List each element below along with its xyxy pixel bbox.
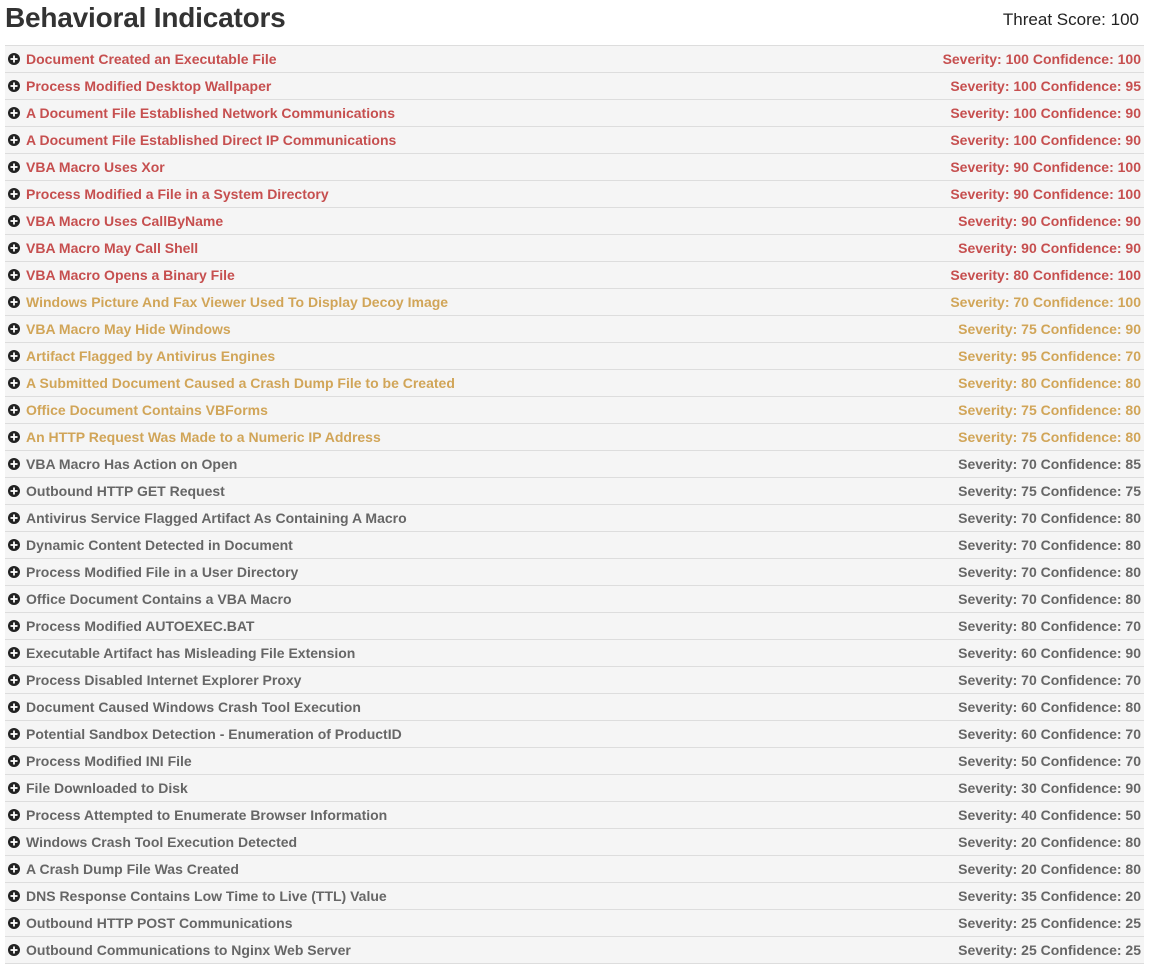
- severity-value: 70: [1021, 591, 1037, 607]
- severity-label: Severity:: [958, 753, 1022, 769]
- confidence-label: Confidence:: [1036, 753, 1126, 769]
- confidence-value: 100: [1117, 294, 1141, 310]
- indicator-title[interactable]: VBA Macro Uses Xor: [26, 159, 165, 175]
- severity-value: 90: [1021, 213, 1037, 229]
- indicator-scores: [958, 672, 1141, 688]
- confidence-value: 90: [1125, 132, 1141, 148]
- page-header: [0, 0, 1150, 44]
- severity-value: 75: [1021, 429, 1037, 445]
- severity-value: 70: [1021, 456, 1037, 472]
- severity-label: Severity:: [950, 132, 1014, 148]
- confidence-value: 95: [1125, 78, 1141, 94]
- severity-value: 20: [1021, 861, 1037, 877]
- indicator-scores: [950, 132, 1141, 148]
- indicator-row[interactable]: [5, 127, 1144, 154]
- indicator-scores: [958, 645, 1141, 661]
- plus-circle-icon[interactable]: [8, 539, 20, 551]
- page-title: Behavioral Indicators: [5, 2, 286, 33]
- confidence-label: Confidence:: [1036, 483, 1126, 499]
- confidence-label: Confidence:: [1036, 375, 1126, 391]
- indicator-row[interactable]: [5, 451, 1144, 478]
- plus-circle-icon[interactable]: [8, 485, 20, 497]
- confidence-value: 80: [1125, 834, 1141, 850]
- indicator-scores: [958, 834, 1141, 850]
- indicator-row[interactable]: [5, 667, 1144, 694]
- indicator-row[interactable]: [5, 208, 1144, 235]
- indicator-row[interactable]: [5, 883, 1144, 910]
- severity-label: Severity:: [950, 186, 1014, 202]
- indicator-scores: [958, 888, 1141, 904]
- severity-label: Severity:: [958, 375, 1022, 391]
- severity-value: 95: [1021, 348, 1037, 364]
- indicator-scores: [950, 186, 1141, 202]
- indicator-scores: [958, 942, 1141, 958]
- indicator-row[interactable]: [5, 721, 1144, 748]
- plus-circle-icon[interactable]: [8, 944, 20, 956]
- severity-value: 100: [1013, 78, 1037, 94]
- plus-circle-icon[interactable]: [8, 431, 20, 443]
- severity-value: 70: [1013, 294, 1029, 310]
- confidence-label: Confidence:: [1036, 78, 1126, 94]
- severity-label: Severity:: [958, 321, 1022, 337]
- plus-circle-icon[interactable]: [8, 53, 20, 65]
- indicator-row[interactable]: [5, 181, 1144, 208]
- confidence-value: 70: [1125, 348, 1141, 364]
- confidence-label: Confidence:: [1036, 564, 1126, 580]
- confidence-value: 80: [1125, 375, 1141, 391]
- plus-circle-icon[interactable]: [8, 701, 20, 713]
- confidence-value: 25: [1125, 942, 1141, 958]
- confidence-value: 100: [1117, 186, 1141, 202]
- indicator-title[interactable]: Windows Crash Tool Execution Detected: [26, 834, 298, 850]
- indicator-title[interactable]: A Document File Established Network Communications: [26, 105, 395, 121]
- severity-label: Severity:: [958, 915, 1022, 931]
- indicator-row[interactable]: [5, 802, 1144, 829]
- indicator-title[interactable]: Dynamic Content Detected in Document: [26, 537, 293, 553]
- confidence-label: Confidence:: [1036, 456, 1126, 472]
- plus-circle-icon[interactable]: [8, 296, 20, 308]
- severity-label: Severity:: [958, 888, 1022, 904]
- severity-label: Severity:: [958, 456, 1022, 472]
- plus-circle-icon[interactable]: [8, 404, 20, 416]
- indicator-list: [5, 45, 1144, 964]
- severity-value: 100: [1013, 105, 1037, 121]
- severity-label: Severity:: [958, 942, 1022, 958]
- confidence-label: Confidence:: [1036, 213, 1126, 229]
- indicator-row[interactable]: [5, 829, 1144, 856]
- confidence-value: 80: [1125, 564, 1141, 580]
- indicator-scores: [958, 456, 1141, 472]
- confidence-value: 80: [1125, 402, 1141, 418]
- confidence-value: 20: [1125, 888, 1141, 904]
- indicator-title[interactable]: Process Modified File in a User Directory: [26, 564, 299, 580]
- plus-circle-icon[interactable]: [8, 728, 20, 740]
- indicator-title[interactable]: Executable Artifact has Misleading File Extension: [26, 645, 356, 661]
- indicator-scores: [958, 348, 1141, 364]
- indicator-title[interactable]: DNS Response Contains Low Time to Live (TTL) Value: [26, 888, 387, 904]
- indicator-title[interactable]: VBA Macro May Hide Windows: [26, 321, 231, 337]
- severity-value: 40: [1021, 807, 1037, 823]
- indicator-scores: [950, 78, 1141, 94]
- severity-label: Severity:: [958, 402, 1022, 418]
- confidence-label: Confidence:: [1028, 51, 1118, 67]
- indicator-title[interactable]: VBA Macro Has Action on Open: [26, 456, 238, 472]
- plus-circle-icon[interactable]: [8, 269, 20, 281]
- confidence-label: Confidence:: [1036, 645, 1126, 661]
- severity-value: 75: [1021, 402, 1037, 418]
- confidence-value: 70: [1125, 753, 1141, 769]
- severity-label: Severity:: [958, 672, 1022, 688]
- confidence-label: Confidence:: [1036, 348, 1126, 364]
- indicator-title[interactable]: VBA Macro May Call Shell: [26, 240, 199, 256]
- confidence-value: 25: [1125, 915, 1141, 931]
- confidence-label: Confidence:: [1028, 159, 1118, 175]
- indicator-scores: [958, 753, 1141, 769]
- confidence-value: 100: [1117, 267, 1141, 283]
- plus-circle-icon[interactable]: [8, 161, 20, 173]
- severity-label: Severity:: [958, 240, 1022, 256]
- confidence-label: Confidence:: [1036, 834, 1126, 850]
- plus-circle-icon[interactable]: [8, 215, 20, 227]
- severity-label: Severity:: [958, 699, 1022, 715]
- severity-label: Severity:: [950, 105, 1014, 121]
- indicator-title[interactable]: Potential Sandbox Detection - Enumeration of ProductID: [26, 726, 402, 742]
- severity-label: Severity:: [958, 348, 1022, 364]
- severity-value: 30: [1021, 780, 1037, 796]
- plus-circle-icon[interactable]: [8, 566, 20, 578]
- plus-circle-icon[interactable]: [8, 809, 20, 821]
- indicator-row[interactable]: [5, 613, 1144, 640]
- indicator-title[interactable]: Document Created an Executable File: [26, 51, 277, 67]
- confidence-value: 75: [1125, 483, 1141, 499]
- severity-label: Severity:: [950, 78, 1014, 94]
- indicator-row[interactable]: [5, 262, 1144, 289]
- confidence-label: Confidence:: [1028, 267, 1118, 283]
- indicator-row[interactable]: [5, 937, 1144, 964]
- indicator-row[interactable]: [5, 775, 1144, 802]
- severity-value: 60: [1021, 726, 1037, 742]
- indicator-title[interactable]: Process Attempted to Enumerate Browser Information: [26, 807, 388, 823]
- indicator-row[interactable]: [5, 370, 1144, 397]
- indicator-title[interactable]: Artifact Flagged by Antivirus Engines: [26, 348, 276, 364]
- severity-label: Severity:: [958, 429, 1022, 445]
- severity-value: 80: [1021, 375, 1037, 391]
- severity-label: Severity:: [958, 726, 1022, 742]
- indicator-scores: [958, 402, 1141, 418]
- confidence-label: Confidence:: [1036, 672, 1126, 688]
- confidence-label: Confidence:: [1036, 726, 1126, 742]
- indicator-title[interactable]: Process Disabled Internet Explorer Proxy: [26, 672, 302, 688]
- severity-label: Severity:: [958, 807, 1022, 823]
- severity-value: 100: [1013, 132, 1037, 148]
- indicator-row[interactable]: [5, 910, 1144, 937]
- indicator-title[interactable]: Process Modified AUTOEXEC.BAT: [26, 618, 255, 634]
- indicator-scores: [958, 591, 1141, 607]
- confidence-label: Confidence:: [1036, 861, 1126, 877]
- confidence-label: Confidence:: [1036, 780, 1126, 796]
- indicator-title[interactable]: VBA Macro Opens a Binary File: [26, 267, 235, 283]
- severity-value: 90: [1021, 240, 1037, 256]
- severity-value: 90: [1013, 186, 1029, 202]
- severity-value: 25: [1021, 915, 1037, 931]
- indicator-scores: [958, 321, 1141, 337]
- indicator-scores: [958, 564, 1141, 580]
- severity-label: Severity:: [950, 159, 1014, 175]
- confidence-value: 80: [1125, 861, 1141, 877]
- indicator-row[interactable]: [5, 46, 1144, 73]
- indicator-title[interactable]: A Document File Established Direct IP Communications: [26, 132, 397, 148]
- indicator-scores: [950, 159, 1141, 175]
- confidence-label: Confidence:: [1036, 915, 1126, 931]
- indicator-row[interactable]: [5, 694, 1144, 721]
- severity-value: 50: [1021, 753, 1037, 769]
- indicator-scores: [958, 375, 1141, 391]
- indicator-row[interactable]: [5, 73, 1144, 100]
- indicator-title[interactable]: Office Document Contains VBForms: [26, 402, 268, 418]
- indicator-scores: [958, 699, 1141, 715]
- severity-value: 60: [1021, 645, 1037, 661]
- indicator-scores: [958, 726, 1141, 742]
- severity-value: 20: [1021, 834, 1037, 850]
- confidence-label: Confidence:: [1036, 429, 1126, 445]
- plus-circle-icon[interactable]: [8, 188, 20, 200]
- plus-circle-icon[interactable]: [8, 134, 20, 146]
- plus-circle-icon[interactable]: [8, 620, 20, 632]
- indicator-title[interactable]: Process Modified Desktop Wallpaper: [26, 78, 272, 94]
- confidence-label: Confidence:: [1036, 105, 1126, 121]
- plus-circle-icon[interactable]: [8, 458, 20, 470]
- severity-value: 35: [1021, 888, 1037, 904]
- confidence-value: 90: [1125, 645, 1141, 661]
- confidence-label: Confidence:: [1036, 402, 1126, 418]
- plus-circle-icon[interactable]: [8, 242, 20, 254]
- indicator-scores: [958, 861, 1141, 877]
- indicator-title[interactable]: Outbound HTTP GET Request: [26, 483, 225, 499]
- severity-label: Severity:: [958, 645, 1022, 661]
- indicator-title[interactable]: Process Modified a File in a System Directory: [26, 186, 329, 202]
- plus-circle-icon[interactable]: [8, 836, 20, 848]
- confidence-value: 100: [1117, 51, 1141, 67]
- indicator-row[interactable]: [5, 856, 1144, 883]
- indicator-scores: [958, 510, 1141, 526]
- confidence-value: 70: [1125, 726, 1141, 742]
- confidence-value: 70: [1125, 618, 1141, 634]
- confidence-value: 80: [1125, 510, 1141, 526]
- plus-circle-icon[interactable]: [8, 917, 20, 929]
- plus-circle-icon[interactable]: [8, 350, 20, 362]
- severity-value: 70: [1021, 510, 1037, 526]
- indicator-row[interactable]: [5, 397, 1144, 424]
- indicator-title[interactable]: Outbound Communications to Nginx Web Server: [26, 942, 351, 958]
- confidence-label: Confidence:: [1036, 942, 1126, 958]
- plus-circle-icon[interactable]: [8, 755, 20, 767]
- indicator-title[interactable]: An HTTP Request Was Made to a Numeric IP Address: [26, 429, 381, 445]
- severity-value: 60: [1021, 699, 1037, 715]
- confidence-label: Confidence:: [1036, 321, 1126, 337]
- indicator-scores: [958, 915, 1141, 931]
- confidence-value: 70: [1125, 672, 1141, 688]
- plus-circle-icon[interactable]: [8, 782, 20, 794]
- plus-circle-icon[interactable]: [8, 593, 20, 605]
- confidence-value: 90: [1125, 240, 1141, 256]
- confidence-value: 90: [1125, 105, 1141, 121]
- severity-label: Severity:: [958, 861, 1022, 877]
- severity-value: 100: [1005, 51, 1029, 67]
- indicator-row[interactable]: [5, 235, 1144, 262]
- confidence-value: 85: [1125, 456, 1141, 472]
- confidence-value: 80: [1125, 537, 1141, 553]
- confidence-label: Confidence:: [1036, 240, 1126, 256]
- threat-score: Threat Score: 100: [1002, 10, 1139, 29]
- indicator-row[interactable]: [5, 640, 1144, 667]
- confidence-value: 90: [1125, 321, 1141, 337]
- confidence-label: Confidence:: [1028, 294, 1118, 310]
- confidence-label: Confidence:: [1036, 807, 1126, 823]
- confidence-label: Confidence:: [1028, 186, 1118, 202]
- confidence-label: Confidence:: [1036, 132, 1126, 148]
- indicator-scores: [943, 51, 1141, 67]
- plus-circle-icon[interactable]: [8, 647, 20, 659]
- severity-value: 90: [1013, 159, 1029, 175]
- indicator-title[interactable]: Windows Picture And Fax Viewer Used To Display Decoy Image: [26, 294, 449, 310]
- confidence-label: Confidence:: [1036, 537, 1126, 553]
- severity-label: Severity:: [958, 834, 1022, 850]
- severity-value: 70: [1021, 564, 1037, 580]
- confidence-value: 50: [1125, 807, 1141, 823]
- indicator-row[interactable]: [5, 748, 1144, 775]
- severity-label: Severity:: [958, 537, 1022, 553]
- indicator-row[interactable]: [5, 478, 1144, 505]
- severity-label: Severity:: [958, 780, 1022, 796]
- severity-label: Severity:: [958, 618, 1022, 634]
- indicator-row[interactable]: [5, 154, 1144, 181]
- plus-circle-icon[interactable]: [8, 377, 20, 389]
- indicator-scores: [958, 429, 1141, 445]
- indicator-scores: [950, 294, 1141, 310]
- indicator-row[interactable]: [5, 532, 1144, 559]
- indicator-row[interactable]: [5, 289, 1144, 316]
- confidence-value: 90: [1125, 780, 1141, 796]
- severity-label: Severity:: [958, 510, 1022, 526]
- confidence-value: 80: [1125, 429, 1141, 445]
- plus-circle-icon[interactable]: [8, 323, 20, 335]
- indicator-row[interactable]: [5, 505, 1144, 532]
- indicator-title[interactable]: Document Caused Windows Crash Tool Execution: [26, 699, 361, 715]
- severity-value: 75: [1021, 321, 1037, 337]
- indicator-title[interactable]: VBA Macro Uses CallByName: [26, 213, 224, 229]
- confidence-value: 100: [1117, 159, 1141, 175]
- indicator-scores: [958, 618, 1141, 634]
- indicator-scores: [950, 105, 1141, 121]
- indicator-scores: [958, 807, 1141, 823]
- plus-circle-icon[interactable]: [8, 107, 20, 119]
- indicator-title[interactable]: Office Document Contains a VBA Macro: [26, 591, 292, 607]
- confidence-label: Confidence:: [1036, 618, 1126, 634]
- confidence-label: Confidence:: [1036, 699, 1126, 715]
- indicator-title[interactable]: A Submitted Document Caused a Crash Dump File to be Created: [26, 375, 455, 391]
- severity-label: Severity:: [958, 483, 1022, 499]
- indicator-row[interactable]: [5, 424, 1144, 451]
- severity-value: 70: [1021, 672, 1037, 688]
- indicator-row[interactable]: [5, 343, 1144, 370]
- confidence-label: Confidence:: [1036, 510, 1126, 526]
- confidence-label: Confidence:: [1036, 888, 1126, 904]
- indicator-scores: [958, 537, 1141, 553]
- indicator-title[interactable]: Outbound HTTP POST Communications: [26, 915, 293, 931]
- indicator-title[interactable]: Process Modified INI File: [26, 753, 192, 769]
- indicator-scores: [958, 483, 1141, 499]
- indicator-row[interactable]: [5, 100, 1144, 127]
- severity-value: 75: [1021, 483, 1037, 499]
- indicator-title[interactable]: A Crash Dump File Was Created: [26, 861, 239, 877]
- indicator-scores: [958, 213, 1141, 229]
- plus-circle-icon[interactable]: [8, 863, 20, 875]
- severity-value: 80: [1013, 267, 1029, 283]
- indicator-row[interactable]: [5, 316, 1144, 343]
- severity-label: Severity:: [958, 564, 1022, 580]
- indicator-scores: [958, 240, 1141, 256]
- confidence-label: Confidence:: [1036, 591, 1126, 607]
- indicator-scores: [950, 267, 1141, 283]
- severity-label: Severity:: [942, 51, 1006, 67]
- severity-label: Severity:: [958, 213, 1022, 229]
- severity-value: 25: [1021, 942, 1037, 958]
- indicator-row[interactable]: [5, 586, 1144, 613]
- plus-circle-icon[interactable]: [8, 890, 20, 902]
- severity-label: Severity:: [950, 294, 1014, 310]
- confidence-value: 80: [1125, 591, 1141, 607]
- severity-value: 80: [1021, 618, 1037, 634]
- severity-label: Severity:: [950, 267, 1014, 283]
- confidence-value: 90: [1125, 213, 1141, 229]
- indicator-scores: [958, 780, 1141, 796]
- confidence-value: 80: [1125, 699, 1141, 715]
- plus-circle-icon[interactable]: [8, 80, 20, 92]
- indicator-title[interactable]: Antivirus Service Flagged Artifact As Containing A Macro: [26, 510, 407, 526]
- severity-value: 70: [1021, 537, 1037, 553]
- plus-circle-icon[interactable]: [8, 674, 20, 686]
- indicator-title[interactable]: File Downloaded to Disk: [26, 780, 188, 796]
- indicator-row[interactable]: [5, 559, 1144, 586]
- plus-circle-icon[interactable]: [8, 512, 20, 524]
- severity-label: Severity:: [958, 591, 1022, 607]
